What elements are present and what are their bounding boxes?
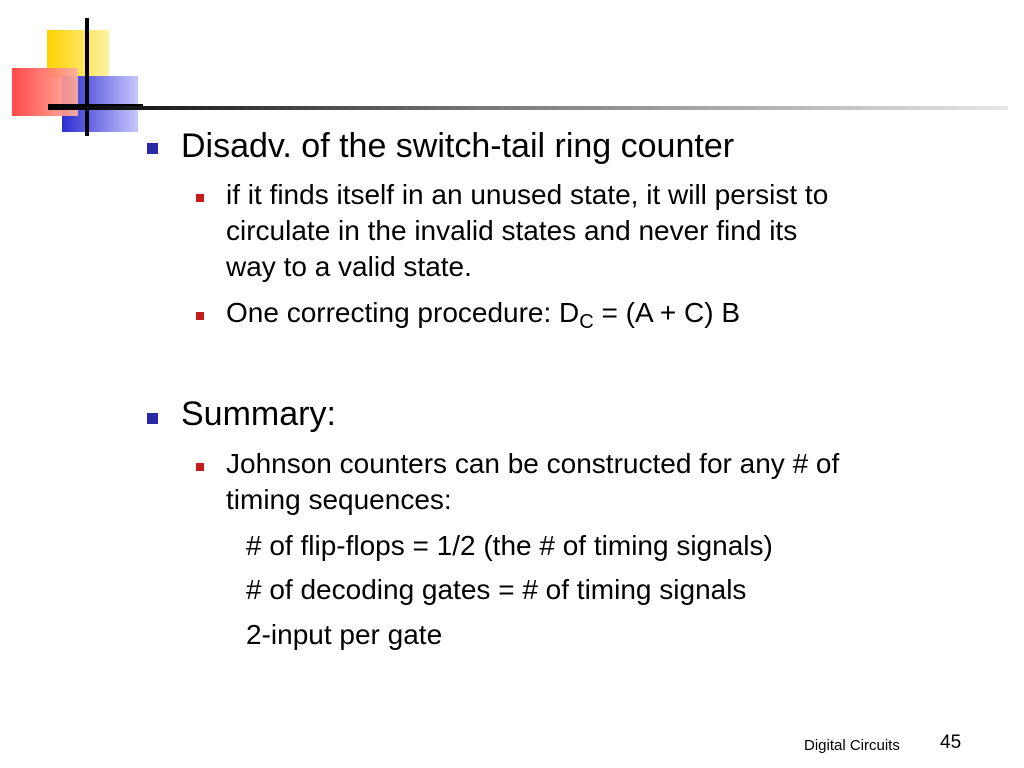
- sub-bullet-line: timing sequences:: [226, 484, 452, 515]
- title-divider-line: [48, 106, 1008, 110]
- slide-page-number: 45: [940, 732, 962, 753]
- sub-bullet-line: circulate in the invalid states and never find its: [226, 215, 798, 246]
- bullet-summary-heading: Summary:: [181, 395, 336, 433]
- dc-subscript: C: [579, 311, 594, 333]
- correcting-procedure-formula: = (A + C) B: [593, 297, 741, 328]
- bullet-disadvantages-heading: Disadv. of the switch-tail ring counter: [181, 127, 735, 165]
- sub-bullet-marker: [196, 194, 204, 202]
- sub-bullet-line: way to a valid state.: [226, 251, 472, 282]
- correcting-procedure-text: [226, 294, 740, 341]
- summary-detail-line: 2-input per gate: [246, 619, 443, 650]
- sub-bullet-line: if it finds itself in an unused state, it will persist to: [226, 179, 829, 210]
- footer-course-title: Digital Circuits: [804, 737, 900, 754]
- sub-bullet-marker: [196, 463, 204, 471]
- sub-bullet-marker: [196, 312, 204, 320]
- summary-detail-line: # of flip-flops = 1/2 (the # of timing signals): [246, 530, 773, 561]
- sub-bullet-line: Johnson counters can be constructed for any # of: [226, 448, 840, 479]
- correcting-procedure-prefix: One correcting procedure: D: [226, 297, 580, 328]
- bullet-marker: [147, 143, 158, 154]
- slide-logo-decoration: [0, 0, 150, 150]
- bullet-marker: [147, 413, 158, 424]
- summary-detail-line: # of decoding gates = # of timing signals: [246, 574, 747, 605]
